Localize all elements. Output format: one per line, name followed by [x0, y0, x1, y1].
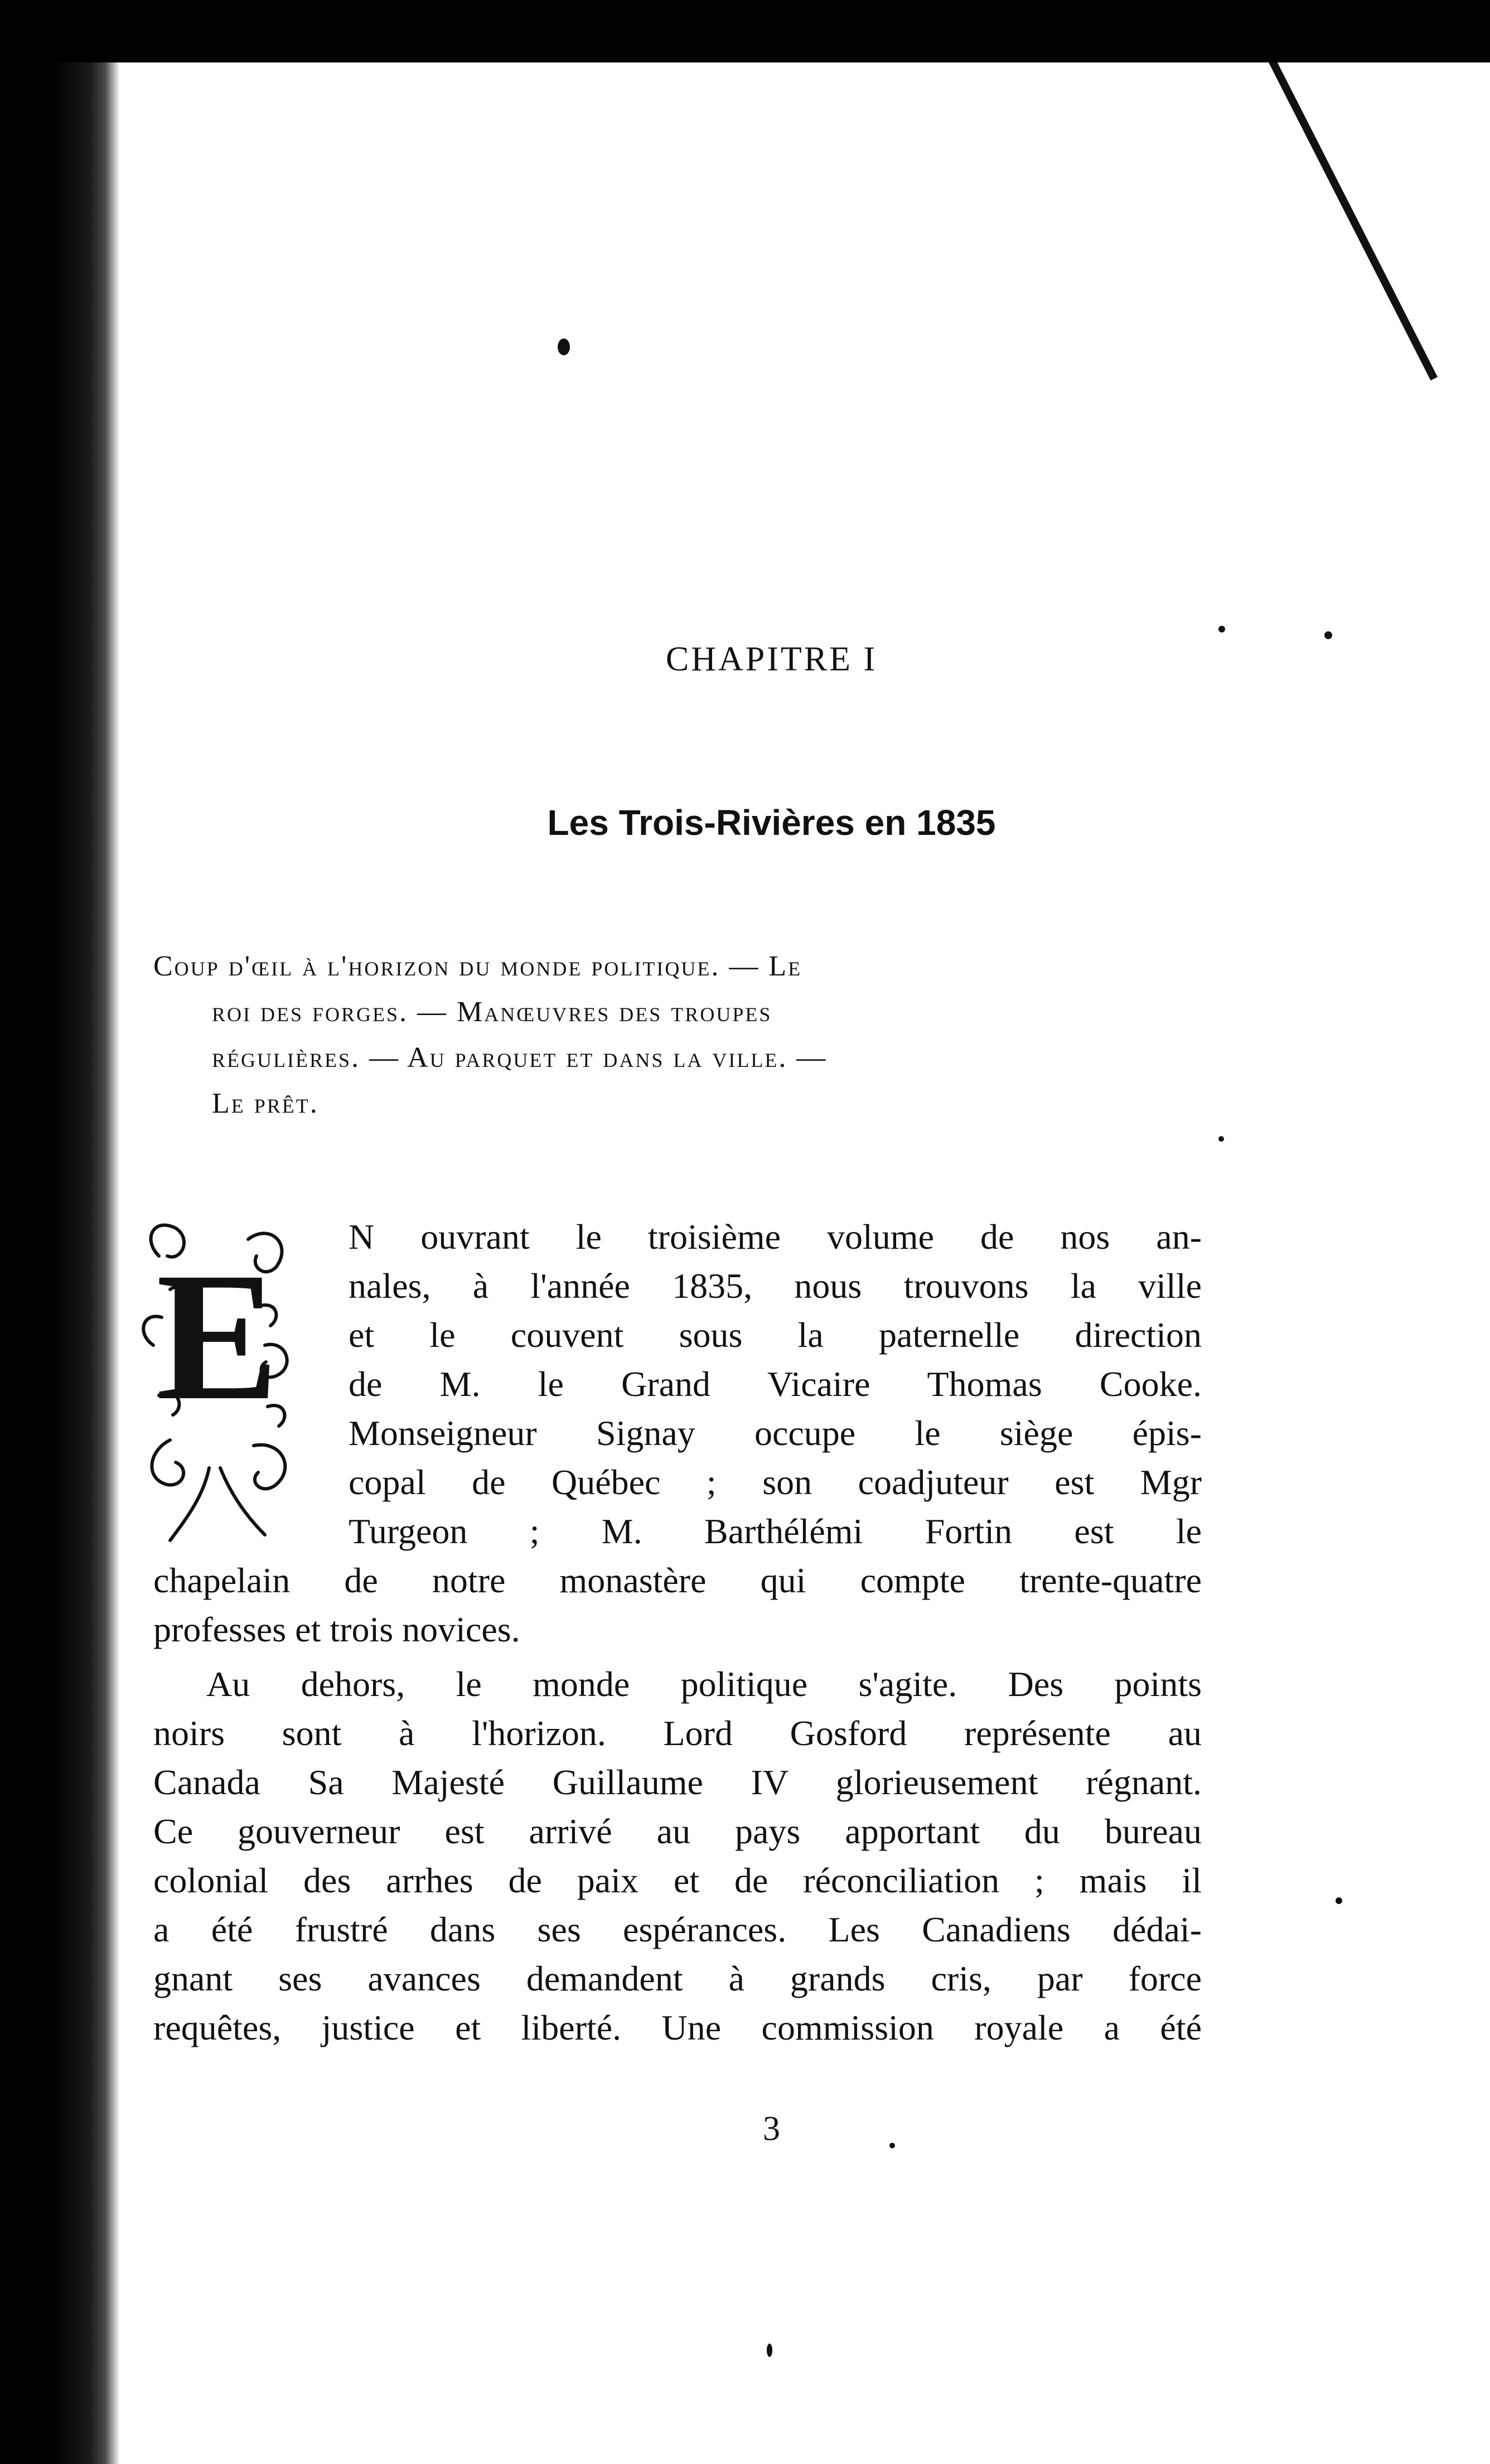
text-line: N ouvrant le troisième volume de nos an- — [349, 1217, 1202, 1257]
scan-speck — [1218, 626, 1225, 632]
book-spine-shadow — [53, 62, 120, 2464]
text-line: copal de Québec ; son coadjuteur est Mgr — [349, 1462, 1202, 1502]
svg-text:E: E — [156, 1235, 279, 1438]
summary-line: roi des forges. — Manœuvres des troupes — [212, 996, 772, 1028]
scan-speck — [558, 339, 570, 355]
scan-speck — [1218, 1136, 1224, 1142]
text-line: colonial des arrhes de paix et de réconciliation ; mais il — [153, 1861, 1202, 1900]
scan-speck — [1324, 631, 1332, 639]
text-line: de M. le Grand Vicaire Thomas Cooke. — [349, 1364, 1202, 1404]
text-line: chapelain de notre monastère qui compte trente-quatre — [153, 1560, 1202, 1600]
ornate-dropcap-icon — [137, 1206, 298, 1552]
text-line: nales, à l'année 1835, nous trouvons la ville — [349, 1266, 1202, 1306]
book-page — [53, 62, 1490, 2464]
chapter-label: CHAPITRE I — [665, 640, 878, 678]
text-line: Turgeon ; M. Barthélémi Fortin est le — [349, 1511, 1202, 1551]
text-line: Monseigneur Signay occupe le siège épis- — [349, 1413, 1202, 1453]
chapter-title: Les Trois-Rivières en 1835 — [547, 803, 996, 843]
scan-speck — [767, 2344, 772, 2357]
text-line: noirs sont à l'horizon. Lord Gosford représente au — [153, 1713, 1202, 1753]
text-line: gnant ses avances demandent à grands cris, par force — [153, 1959, 1202, 1998]
scan-speck — [1336, 1897, 1342, 1904]
summary-line: Coup d'œil à l'horizon du monde politique. — Le — [153, 950, 802, 982]
chapter-summary — [153, 944, 1202, 1127]
text-line: requêtes, justice et liberté. Une commission royale a été — [153, 2008, 1202, 2047]
text-line: Au dehors, le monde politique s'agite. Des points — [206, 1664, 1202, 1704]
page-number: 3 — [763, 2110, 780, 2148]
text-line: Ce gouverneur est arrivé au pays apportant du bureau — [153, 1811, 1202, 1851]
text-line: et le couvent sous la paternelle direction — [349, 1315, 1202, 1355]
summary-line: Le prêt. — [212, 1088, 319, 1119]
text-line: Canada Sa Majesté Guillaume IV glorieusement régnant. — [153, 1762, 1202, 1802]
text-line: professes et trois novices. — [153, 1610, 520, 1649]
summary-line: régulières. — Au parquet et dans la ville. — — [212, 1042, 828, 1074]
text-line: a été frustré dans ses espérances. Les Canadiens dédai- — [153, 1910, 1202, 1949]
page-fold-line — [1269, 62, 1438, 380]
